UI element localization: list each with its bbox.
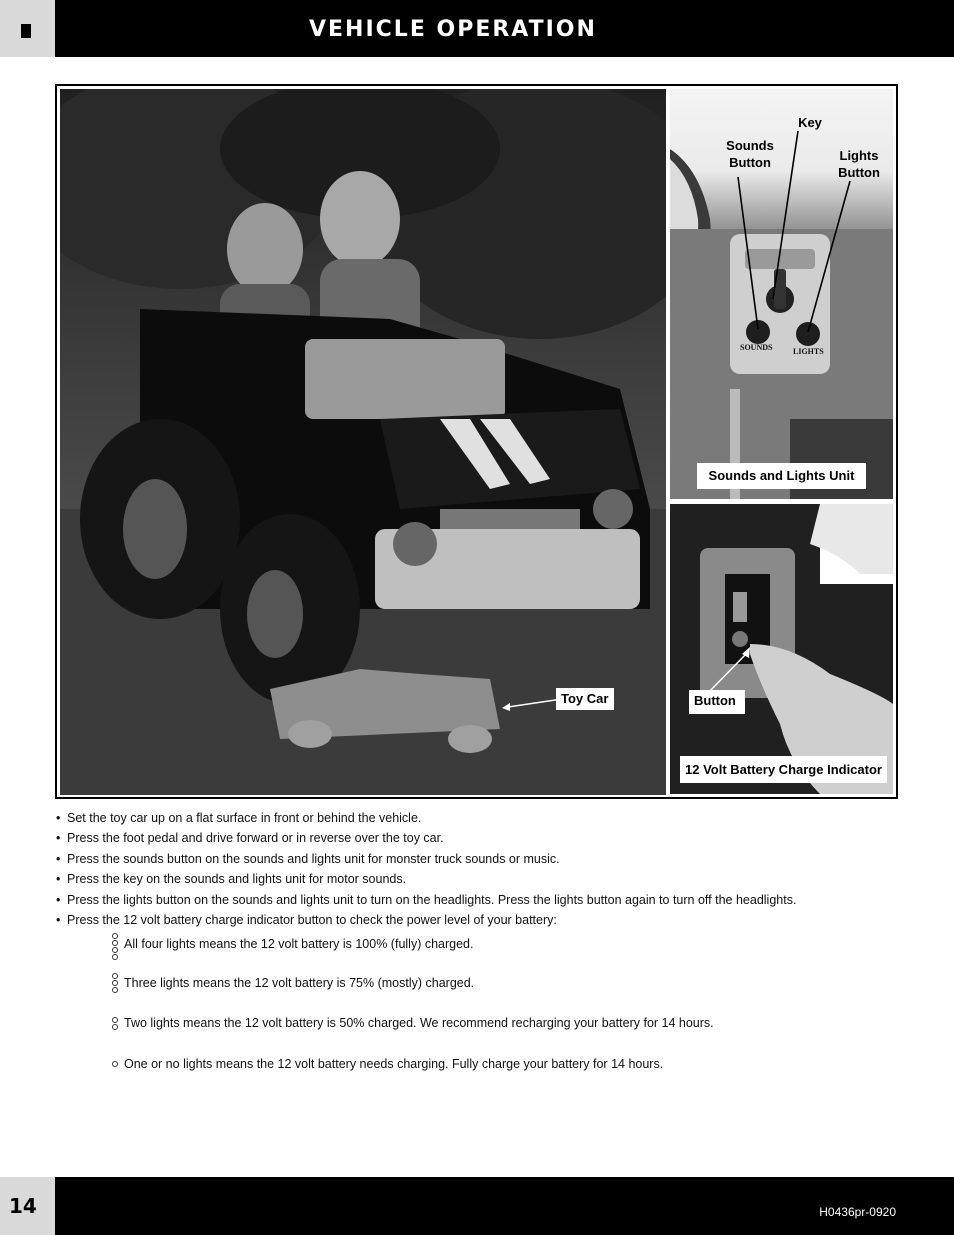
charge-level-item: All four lights means the 12 volt battery is 100% (fully) charged. <box>124 937 474 951</box>
toy-car-label: Toy Car <box>556 688 614 710</box>
instruction-item: • Press the foot pedal and drive forward or in reverse over the toy car. <box>56 828 936 848</box>
instruction-item: • Press the sounds button on the sounds and lights unit for monster truck sounds or music. <box>56 849 936 869</box>
lights-button-callout: Lights Button <box>838 148 880 180</box>
battery-indicator-label: 12 Volt Battery Charge Indicator <box>680 756 887 783</box>
lights-panel-text: LIGHTS <box>793 347 824 356</box>
instruction-item: • Set the toy car up on a flat surface in front or behind the vehicle. <box>56 808 936 828</box>
page-title: VEHICLE OPERATION <box>309 17 597 42</box>
instruction-item: • Press the key on the sounds and lights unit for motor sounds. <box>56 869 936 889</box>
figure-frame <box>55 84 898 799</box>
document-code: H0436pr-0920 <box>819 1205 896 1219</box>
sounds-lights-unit-label: Sounds and Lights Unit <box>697 463 866 489</box>
charge-level-item: One or no lights means the 12 volt battery needs charging. Fully charge your battery for 14 hours. <box>124 1057 664 1071</box>
page-number: 14 <box>9 1194 37 1218</box>
battery-indicator-illustration <box>670 504 893 794</box>
battery-indicator-photo <box>670 504 893 794</box>
three-lights-icon <box>112 973 120 994</box>
truck-photo <box>60 89 666 795</box>
charge-level-item: Three lights means the 12 volt battery is 75% (mostly) charged. <box>124 976 475 990</box>
two-lights-icon <box>112 1017 120 1031</box>
one-light-icon <box>112 1061 120 1068</box>
instruction-item: • Press the lights button on the sounds and lights unit to turn on the headlights. Press the lights button again to turn off the headlights. <box>56 890 936 910</box>
section-tab <box>0 0 55 57</box>
button-callout: Button <box>689 690 745 714</box>
four-lights-icon <box>112 933 120 961</box>
instruction-item: • Press the 12 volt battery charge indicator button to check the power level of your battery: <box>56 910 936 930</box>
sounds-panel-text: SOUNDS <box>740 343 773 352</box>
sounds-button-callout: Sounds Button <box>726 138 774 170</box>
key-callout: Key <box>798 115 822 130</box>
charge-level-item: Two lights means the 12 volt battery is 50% charged. We recommend recharging your battery for 14 hours. <box>124 1016 714 1030</box>
instruction-list <box>56 808 936 930</box>
section-marker <box>21 24 31 38</box>
